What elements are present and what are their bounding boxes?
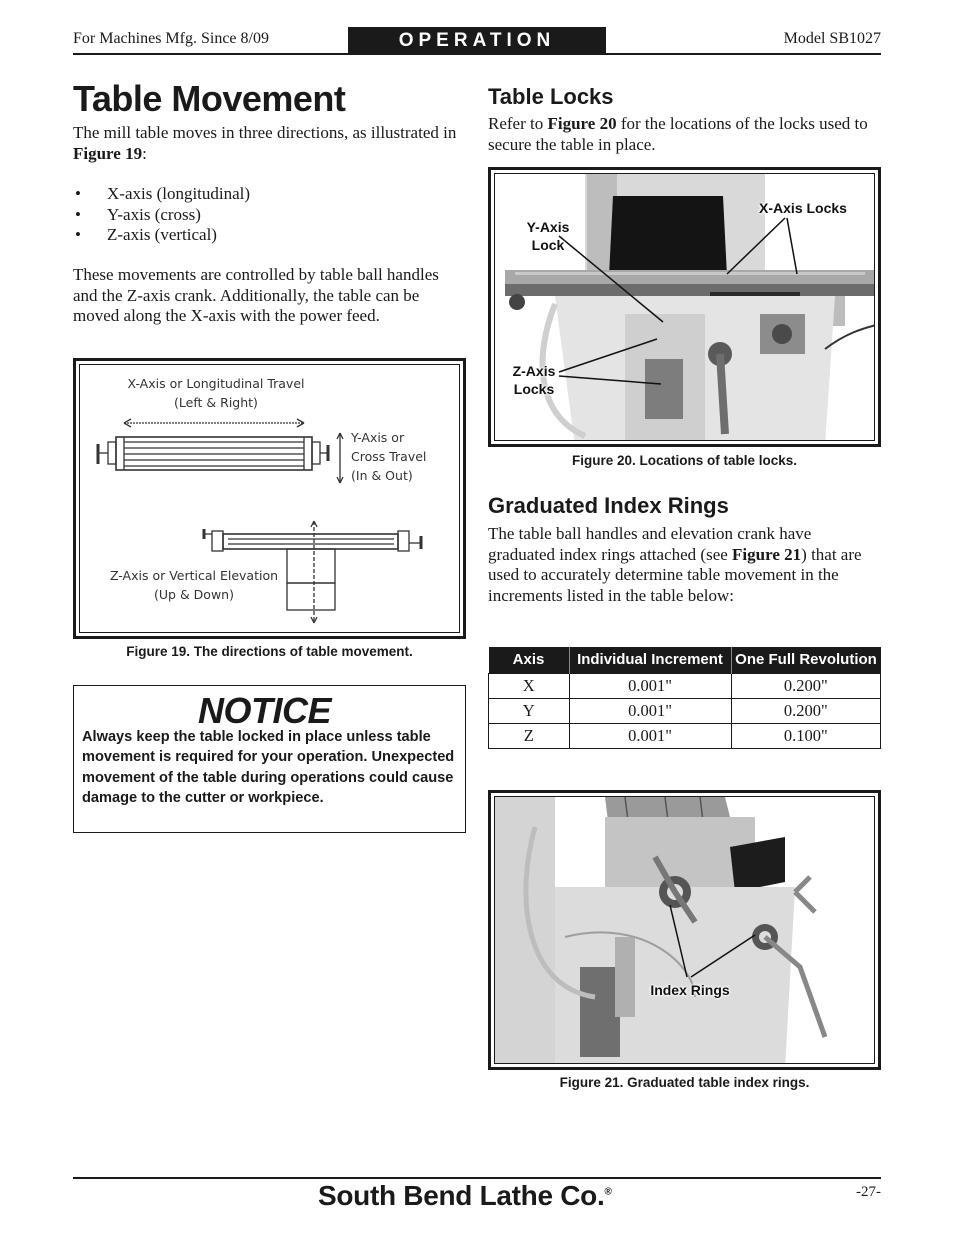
index-rings-photo — [495, 797, 875, 1064]
axis-list — [73, 184, 465, 246]
table-cell: X — [489, 674, 570, 699]
x-axis-sublabel: (Left & Right) — [174, 395, 258, 410]
list-item: • Y-axis (cross) — [73, 205, 465, 226]
figure-19 — [73, 358, 466, 639]
header-axis: Axis — [489, 647, 570, 674]
z-axis-sublabel: (Up & Down) — [154, 587, 234, 602]
z-axis-label: Z-Axis or Vertical Elevation — [109, 568, 279, 583]
page-title: Table Movement — [73, 78, 346, 119]
z-axis-locks-label: Z-Axis Locks — [512, 363, 556, 397]
increments-table — [488, 647, 881, 749]
footer-rule — [73, 1177, 881, 1179]
table-cell: 0.001" — [569, 699, 731, 724]
figure-21-ref: Figure 21 — [732, 544, 802, 564]
header-rule — [73, 53, 881, 55]
header-individual-increment: Individual Increment — [569, 647, 731, 674]
notice-title: NOTICE — [198, 690, 332, 731]
y-axis-sublabel: (In & Out) — [351, 468, 413, 483]
table-cell: 0.001" — [569, 724, 731, 749]
table-movement-diagram — [76, 361, 463, 636]
graduated-rings-paragraph: The table ball handles and elevation crank have graduated index rings attached (see Figure 21) that are used to accurately determine table movement in the increments listed in the table below: — [488, 524, 862, 605]
figure-19-caption: Figure 19. The directions of table movement. — [126, 644, 413, 659]
section-banner: OPERATION — [348, 27, 606, 54]
figure-21 — [488, 790, 881, 1070]
table-cell: Y — [489, 699, 570, 724]
brand-logo: South Bend Lathe Co.® — [318, 1180, 612, 1211]
figure-19-ref: Figure 19 — [73, 143, 143, 163]
table-cell: Z — [489, 724, 570, 749]
x-axis-label: X-Axis or Longitudinal Travel — [127, 376, 305, 391]
header-model-range: For Machines Mfg. Since 8/09 — [73, 30, 269, 47]
x-axis-locks-label: X-Axis Locks — [759, 200, 847, 216]
table-cell: 0.200" — [731, 674, 881, 699]
figure-20-caption: Figure 20. Locations of table locks. — [571, 453, 798, 468]
movement-paragraph: These movements are controlled by table ball handles and the Z-axis crank. Additionally, the table can be moved along the X-axis with the power feed. — [73, 265, 439, 325]
header-model-number: Model SB1027 — [783, 30, 881, 47]
list-item: • X-axis (longitudinal) — [73, 184, 465, 205]
list-item: • Z-axis (vertical) — [73, 225, 465, 246]
figure-20 — [488, 167, 881, 447]
header-one-full-revolution: One Full Revolution — [731, 647, 881, 674]
table-cell: 0.001" — [569, 674, 731, 699]
figure-20-ref: Figure 20 — [547, 114, 617, 133]
intro-paragraph: The mill table moves in three directions, as illustrated in Figure 19: — [73, 123, 457, 163]
y-axis-label: Y-Axis or — [351, 430, 405, 445]
notice-text: Always keep the table locked in place unless table movement is required for your operation. Unexpected movement of the table during operations could cause damage to the cutter or workpiece. — [82, 729, 455, 806]
notice-box — [73, 685, 466, 833]
y-axis-label-2: Cross Travel — [351, 449, 427, 464]
graduated-rings-heading: Graduated Index Rings — [488, 493, 729, 518]
table-locks-paragraph: Refer to Figure 20 for the locations of the locks used to secure the table in place. — [488, 114, 868, 154]
table-row — [489, 724, 881, 749]
table-cell: 0.100" — [731, 724, 881, 749]
index-rings-label: Index Rings — [650, 982, 730, 998]
page-number: -27- — [856, 1184, 881, 1200]
figure-21-caption: Figure 21. Graduated table index rings. — [559, 1075, 810, 1090]
table-row — [489, 699, 881, 724]
y-axis-lock-label: Y-Axis Lock — [526, 219, 570, 253]
table-header-row — [489, 647, 881, 674]
table-locks-heading: Table Locks — [488, 84, 614, 109]
table-cell: 0.200" — [731, 699, 881, 724]
table-row — [489, 674, 881, 699]
